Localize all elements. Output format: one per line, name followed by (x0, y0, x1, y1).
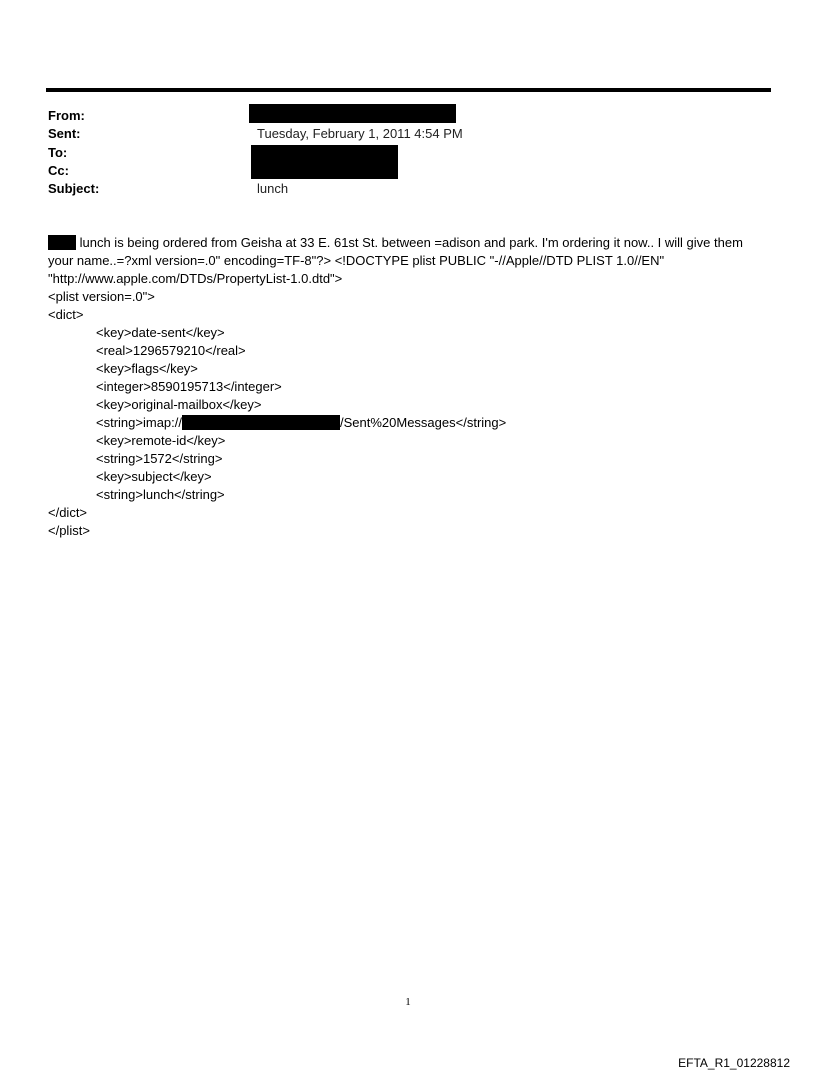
body-line: <integer>8590195713</integer> (96, 379, 282, 394)
body-line: <key>date-sent</key> (96, 325, 225, 340)
to-label: To: (48, 145, 68, 160)
body-line: <key>subject</key> (96, 469, 212, 484)
body-line: <plist version=.0"> (48, 289, 155, 304)
body-line: <real>1296579210</real> (96, 343, 246, 358)
body-line: lunch is being ordered from Geisha at 33 E. 61st St. between =adison and park. I'm ordering it now.. I will give them (48, 234, 773, 252)
message-body (48, 234, 773, 540)
header-rule (46, 88, 771, 92)
sent-label: Sent: (48, 126, 81, 141)
subject-label: Subject: (48, 181, 100, 196)
body-line: <dict> (48, 307, 84, 322)
document-id: EFTA_R1_01228812 (678, 1056, 790, 1070)
sent-value: Tuesday, February 1, 2011 4:54 PM (257, 126, 463, 141)
body-line: "http://www.apple.com/DTDs/PropertyList-1.0.dtd"> (48, 271, 343, 286)
body-line: your name..=?xml version=.0" encoding=TF-8"?> <!DOCTYPE plist PUBLIC "-//Apple//DTD PLIST 1.0//EN" (48, 253, 665, 268)
subject-value: lunch (257, 181, 289, 196)
body-line: <string>imap:// /Sent%20Messages</string> (96, 415, 507, 430)
body-line: </plist> (48, 523, 90, 538)
mailbox-redaction (182, 415, 340, 430)
body-line: <key>remote-id</key> (96, 433, 226, 448)
body-line: <string>1572</string> (96, 451, 223, 466)
body-line: <key>flags</key> (96, 361, 198, 376)
to-cc-redaction (251, 145, 398, 179)
cc-label: Cc: (48, 163, 69, 178)
body-line: </dict> (48, 505, 88, 520)
page-number: 1 (405, 996, 411, 1008)
from-redaction (249, 104, 456, 123)
from-label: From: (48, 108, 85, 123)
body-line: <string>lunch</string> (96, 487, 225, 502)
recipient-name-redaction (48, 235, 76, 250)
body-line: <key>original-mailbox</key> (96, 397, 262, 412)
